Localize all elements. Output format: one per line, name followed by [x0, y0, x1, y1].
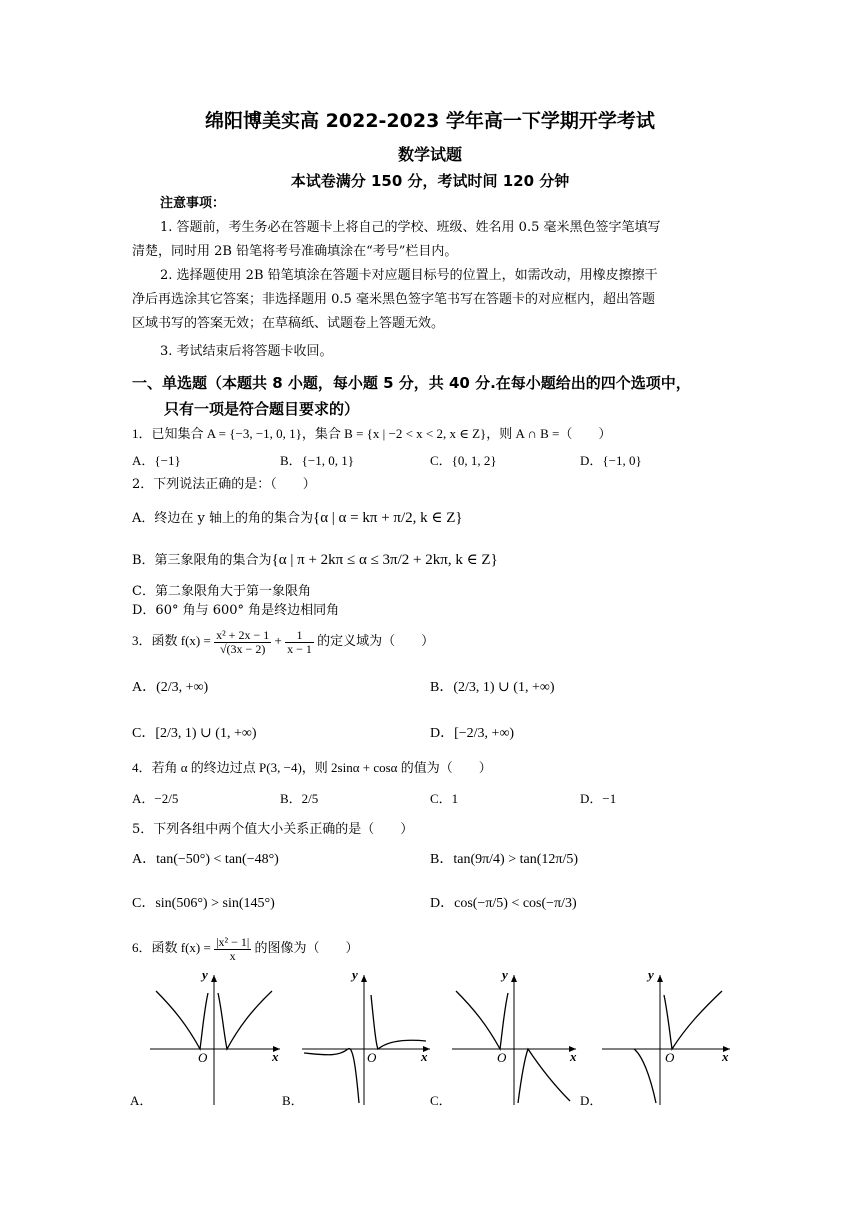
question-6-graphs — [130, 965, 750, 1115]
graph-b-option-label: B． — [282, 1093, 304, 1108]
graph-a-x-label: x — [272, 1049, 279, 1064]
question-4-option-b: B．2/5 — [280, 791, 319, 806]
question-1-option-a: A．{−1} — [132, 453, 181, 468]
question-1-option-d: D．{−1, 0} — [580, 453, 642, 468]
graph-d-origin: O — [665, 1050, 675, 1065]
question-2-option-d: D．60° 角与 600° 角是终边相同角 — [132, 603, 340, 618]
graph-c-y-label: y — [502, 967, 508, 982]
question-1-option-c: C．{0, 1, 2} — [430, 453, 497, 468]
graph-b-y-label: y — [352, 967, 358, 982]
q3-denominator-1: √(3x − 2) — [219, 641, 266, 656]
exam-info: 本试卷满分 150 分，考试时间 120 分钟 — [290, 172, 570, 190]
question-2-option-b — [132, 552, 498, 569]
notice-line: 清楚，同时用 2B 铅笔将考号准确填涂在“考号”栏目内。 — [132, 244, 458, 259]
notice-line: 3. 考试结束后将答题卡收回。 — [160, 344, 333, 359]
question-2-option-c: C．第二象限角大于第一象限角 — [132, 584, 311, 599]
graph-c-origin: O — [497, 1050, 507, 1065]
question-1-stem: 1．已知集合 A = {−3, −1, 0, 1}，集合 B = {x | −2 < x < 2, x ∈ Z}，则 A ∩ B =（ ） — [132, 426, 612, 441]
option-b-set: {α | π + 2kπ ≤ α ≤ 3π/2 + 2kπ, k ∈ Z} — [271, 552, 498, 568]
question-1-option-b: B．{−1, 0, 1} — [280, 453, 354, 468]
exam-title: 绵阳博美实高 2022-2023 学年高一下学期开学考试 — [205, 110, 655, 132]
notice-line: 1. 答题前，考生务必在答题卡上将自己的学校、班级、姓名用 0.5 毫米黑色签字笔填写 — [160, 220, 661, 235]
graph-c-x-label: x — [570, 1049, 577, 1064]
graph-d-x-label: x — [722, 1049, 729, 1064]
question-3-option-c: C．[2/3, 1) ∪ (1, +∞) — [132, 726, 257, 741]
question-4-option-d: D．−1 — [580, 791, 617, 806]
q6-stem-post: 的图像为（ ） — [254, 940, 359, 955]
question-4-stem: 4．若角 α 的终边过点 P(3, −4)，则 2sinα + cosα 的值为（ ） — [132, 760, 492, 775]
question-5-option-d: D．cos(−π/5) < cos(−π/3) — [430, 896, 577, 911]
notice-heading: 注意事项： — [160, 196, 226, 211]
question-3-option-d: D．[−2/3, +∞) — [430, 726, 515, 741]
question-2-stem: 2．下列说法正确的是：（ ） — [132, 477, 316, 492]
graph-d[interactable] — [580, 967, 730, 1108]
option-b-text: B．第三象限角的集合为 — [132, 553, 272, 568]
graph-b-origin: O — [367, 1050, 377, 1065]
graph-d-option-label: D． — [580, 1093, 603, 1108]
graph-b-x-label: x — [421, 1049, 428, 1064]
exam-subtitle: 数学试题 — [397, 145, 462, 164]
q3-fraction-1 — [214, 629, 271, 656]
graph-c-option-label: C． — [430, 1093, 452, 1108]
graph-a[interactable] — [130, 967, 280, 1108]
graph-b[interactable] — [282, 967, 430, 1108]
question-2-option-a — [132, 510, 463, 527]
question-3-stem — [132, 626, 434, 656]
q3-denominator-2: x − 1 — [287, 641, 312, 656]
graph-a-origin: O — [198, 1050, 208, 1065]
question-4-option-c: C．1 — [430, 791, 459, 806]
q3-fraction-2 — [285, 629, 314, 656]
graph-a-y-label: y — [202, 967, 208, 982]
notice-line: 2. 选择题使用 2B 铅笔填涂在答题卡对应题目标号的位置上，如需改动，用橡皮擦擦干 — [160, 268, 658, 283]
question-3-option-b: B．(2/3, 1) ∪ (1, +∞) — [430, 680, 555, 695]
notice-line: 净后再选涂其它答案；非选择题用 0.5 毫米黑色签字笔书写在答题卡的对应框内，超出答题 — [132, 292, 655, 307]
option-a-text: A．终边在 y 轴上的角的集合为 — [132, 511, 313, 526]
question-5-option-a: A．tan(−50°) < tan(−48°) — [132, 852, 279, 867]
graph-a-option-label: A． — [130, 1093, 153, 1108]
question-5-stem: 5．下列各组中两个值大小关系正确的是（ ） — [132, 822, 414, 837]
q6-numerator: |x² − 1| — [216, 934, 250, 949]
question-5-option-c: C．sin(506°) > sin(145°) — [132, 896, 275, 911]
section-heading-cont: 只有一项是符合题目要求的） — [164, 400, 360, 418]
question-4-option-a: A．−2/5 — [132, 791, 179, 806]
question-5-option-b: B．tan(9π/4) > tan(12π/5) — [430, 852, 579, 867]
q3-stem-pre: 3．函数 f(x) = — [132, 633, 211, 648]
option-a-set: {α | α = kπ + π/2, k ∈ Z} — [313, 510, 463, 526]
q3-stem-post: 的定义域为（ ） — [317, 633, 435, 648]
question-6-stem — [132, 932, 359, 964]
q3-numerator-1: x² + 2x − 1 — [216, 627, 270, 642]
q3-plus: + — [274, 633, 282, 648]
q6-fraction — [214, 936, 251, 963]
graph-c[interactable] — [430, 967, 577, 1108]
notice-line: 区域书写的答案无效；在草稿纸、试题卷上答题无效。 — [132, 316, 445, 331]
graph-d-y-label: y — [648, 967, 654, 982]
question-3-option-a: A．(2/3, +∞) — [132, 680, 209, 695]
q3-numerator-2: 1 — [285, 629, 314, 643]
q6-stem-pre: 6．函数 f(x) = — [132, 940, 211, 955]
q6-denominator: x — [229, 948, 236, 963]
section-heading: 一、单选题（本题共 8 小题，每小题 5 分，共 40 分.在每小题给出的四个选项中， — [132, 374, 691, 392]
